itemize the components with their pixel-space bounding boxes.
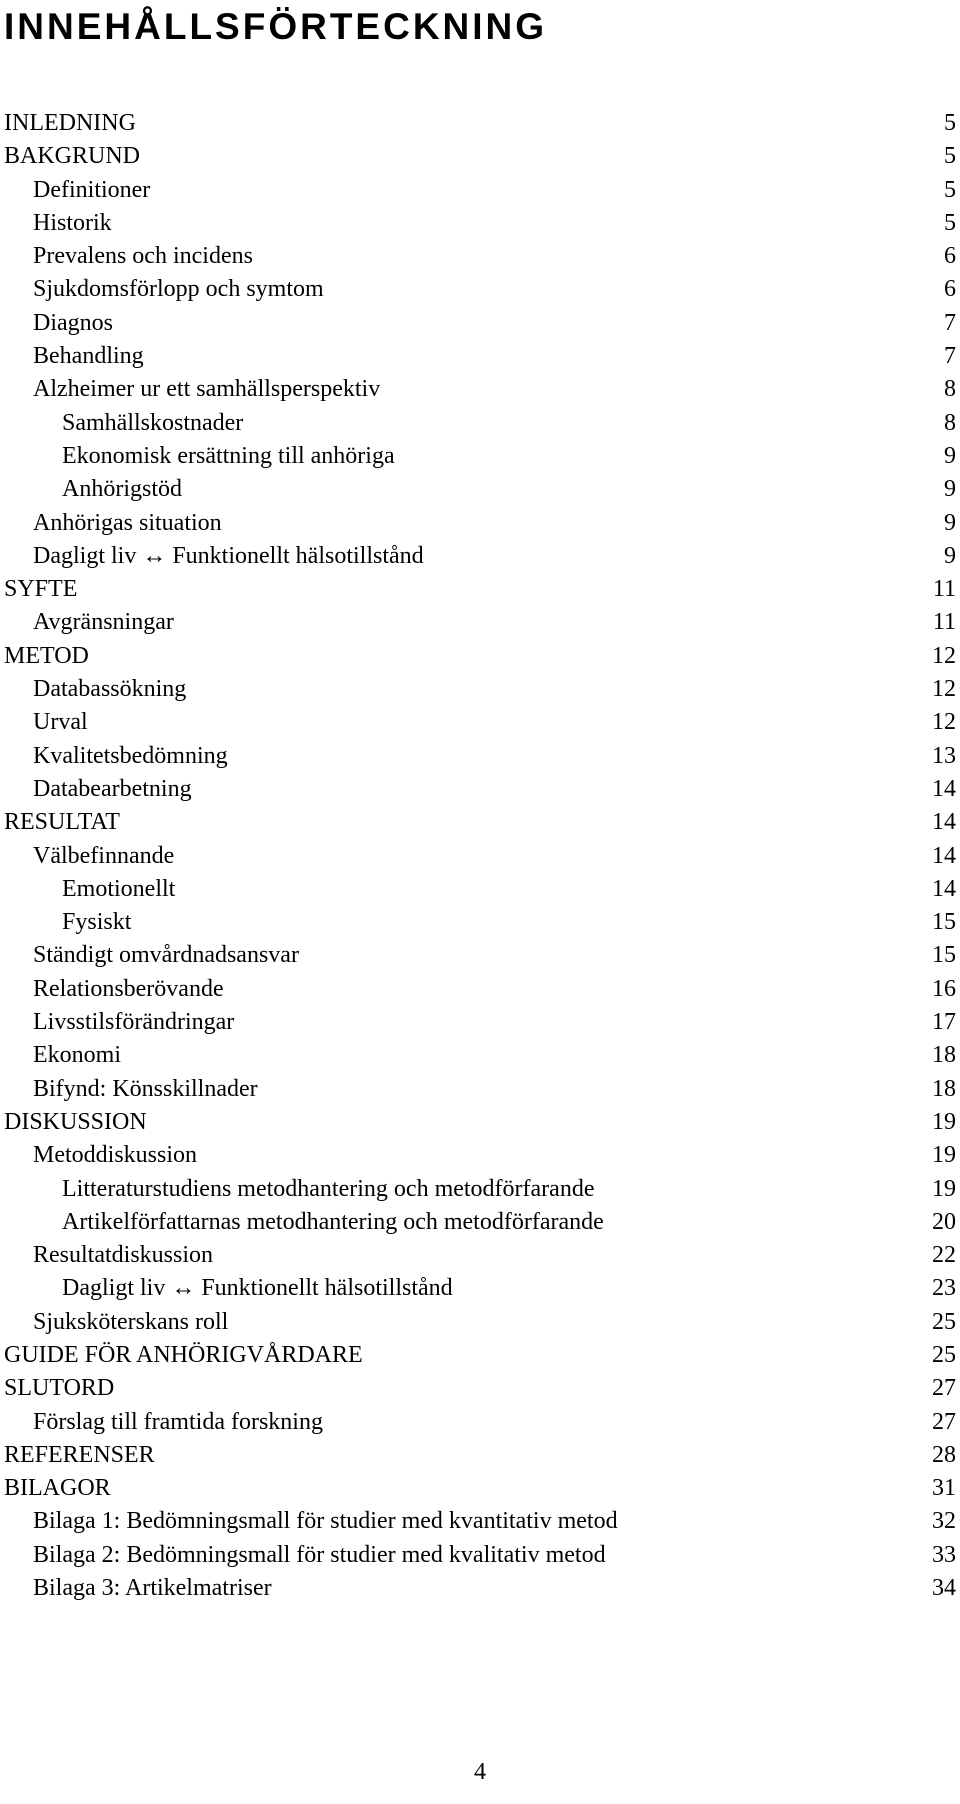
- toc-entry-page: 14: [932, 809, 956, 836]
- page-number: 4: [474, 1759, 486, 1785]
- toc-entry[interactable]: [0, 1339, 960, 1372]
- toc-entry-page: 18: [932, 1042, 956, 1069]
- toc-entry-title: RESULTAT: [4, 809, 120, 836]
- toc-entry-page: 9: [944, 542, 956, 569]
- toc-entry[interactable]: [0, 1173, 960, 1206]
- toc-entry-page: 25: [932, 1308, 956, 1335]
- toc-entry[interactable]: [0, 606, 960, 639]
- toc-entry-title: Sjukdomsförlopp och symtom: [33, 276, 324, 303]
- toc-entry-page: 14: [932, 875, 956, 902]
- toc-entry[interactable]: [0, 1439, 960, 1472]
- toc-entry-title: SYFTE: [4, 576, 78, 603]
- toc-entry-title: Avgränsningar: [33, 609, 174, 636]
- toc-entry-page: 33: [932, 1541, 956, 1568]
- toc-entry[interactable]: [0, 573, 960, 606]
- toc-entry-page: 34: [932, 1575, 956, 1602]
- toc-entry-title: Samhällskostnader: [62, 409, 244, 436]
- toc-entry-page: 28: [932, 1441, 956, 1468]
- toc-entry-title: Resultatdiskussion: [33, 1242, 214, 1269]
- toc-entry-title: Litteraturstudiens metodhantering och metodförfarande: [62, 1175, 595, 1202]
- toc-entry[interactable]: [0, 207, 960, 240]
- toc-entry-page: 31: [932, 1475, 956, 1502]
- toc-entry-page: 7: [944, 309, 956, 336]
- toc-entry-title: Bilaga 1: Bedömningsmall för studier med kvantitativ metod: [33, 1508, 618, 1535]
- toc-entry-title: Relationsberövande: [33, 975, 224, 1002]
- toc-entry-title: Livsstilsförändringar: [33, 1009, 235, 1036]
- toc-entry-title: Metoddiskussion: [33, 1142, 198, 1169]
- toc-entry-title: Alzheimer ur ett samhällsperspektiv: [33, 376, 381, 403]
- toc-entry-page: 32: [932, 1508, 956, 1535]
- toc-entry-title: Ständigt omvårdnadsansvar: [33, 942, 299, 969]
- toc-entry[interactable]: [0, 407, 960, 440]
- toc-entry-title: Ekonomi: [33, 1042, 121, 1069]
- toc-entry-page: 12: [932, 642, 956, 669]
- toc-entry-page: 20: [932, 1208, 956, 1235]
- toc-entry-title: Emotionellt: [62, 875, 176, 902]
- toc-entry-title: BAKGRUND: [4, 143, 141, 170]
- toc-entry[interactable]: [0, 1006, 960, 1039]
- toc-entry-page: 27: [932, 1408, 956, 1435]
- toc-entry[interactable]: [0, 140, 960, 173]
- toc-entry[interactable]: [0, 1239, 960, 1272]
- toc-entry[interactable]: [0, 1372, 960, 1405]
- toc-entry-page: 17: [932, 1009, 956, 1036]
- toc-entry-page: 25: [932, 1341, 956, 1368]
- toc-entry-title: Dagligt liv ↔ Funktionellt hälsotillstånd: [33, 542, 424, 569]
- toc-entry[interactable]: [0, 873, 960, 906]
- toc-entry-title: SLUTORD: [4, 1375, 115, 1402]
- toc-entry[interactable]: [0, 1306, 960, 1339]
- toc-entry-title: Urval: [33, 709, 88, 736]
- toc-entry[interactable]: [0, 1572, 960, 1605]
- toc-entry-title: Databassökning: [33, 676, 187, 703]
- toc-entry-page: 16: [932, 975, 956, 1002]
- toc-entry-page: 6: [944, 243, 956, 270]
- toc-entry-title: Fysiskt: [62, 909, 132, 936]
- toc-entry-page: 23: [932, 1275, 956, 1302]
- toc-entry[interactable]: [0, 340, 960, 373]
- toc-entry-title: METOD: [4, 642, 89, 669]
- toc-entry[interactable]: [0, 973, 960, 1006]
- toc-entry-page: 13: [932, 742, 956, 769]
- toc-entry[interactable]: [0, 440, 960, 473]
- toc-entry-page: 14: [932, 775, 956, 802]
- toc-entry-title: Bilaga 2: Bedömningsmall för studier med kvalitativ metod: [33, 1541, 606, 1568]
- toc-entry[interactable]: [0, 740, 960, 773]
- toc-entry[interactable]: [0, 939, 960, 972]
- toc-entry-page: 9: [944, 476, 956, 503]
- toc-entry-page: 9: [944, 442, 956, 469]
- toc-entry-page: 6: [944, 276, 956, 303]
- toc-entry[interactable]: [0, 1406, 960, 1439]
- toc-entry-page: 11: [932, 576, 956, 603]
- toc-entry-page: 7: [944, 343, 956, 370]
- toc-entry[interactable]: [0, 1206, 960, 1239]
- toc-entry-page: 27: [932, 1375, 956, 1402]
- toc-entry-title: Förslag till framtida forskning: [33, 1408, 323, 1435]
- toc-entry-page: 15: [932, 942, 956, 969]
- toc-entry-page: 8: [944, 409, 956, 436]
- toc-entry[interactable]: [0, 240, 960, 273]
- toc-entry-page: 5: [944, 209, 956, 236]
- toc-entry-title: Diagnos: [33, 309, 113, 336]
- toc-entry[interactable]: [0, 107, 960, 140]
- toc-entry[interactable]: [0, 1106, 960, 1139]
- toc-entry[interactable]: [0, 1472, 960, 1505]
- toc-entry-title: Anhörigas situation: [33, 509, 222, 536]
- toc-entry[interactable]: [0, 1505, 960, 1538]
- toc-entry[interactable]: [0, 1272, 960, 1305]
- toc-entry-title: GUIDE FÖR ANHÖRIGVÅRDARE: [4, 1341, 363, 1368]
- toc-entry[interactable]: [0, 1139, 960, 1172]
- toc-entry[interactable]: [0, 273, 960, 306]
- toc-entry-title: Behandling: [33, 343, 144, 370]
- toc-entry-title: Ekonomisk ersättning till anhöriga: [62, 442, 395, 469]
- toc-entry-page: 5: [944, 110, 956, 136]
- toc-entry-page: 19: [932, 1108, 956, 1135]
- toc-entry-title: Sjuksköterskans roll: [33, 1308, 229, 1335]
- toc-entry[interactable]: [0, 1539, 960, 1572]
- toc-entry[interactable]: [0, 540, 960, 573]
- toc-entry[interactable]: [0, 507, 960, 540]
- toc-entry-page: 12: [932, 709, 956, 736]
- toc-entry-title: Databearbetning: [33, 775, 192, 802]
- toc-entry-title: DISKUSSION: [4, 1108, 147, 1135]
- toc-entry-page: 19: [932, 1175, 956, 1202]
- toc-entry-page: 5: [944, 143, 956, 170]
- toc-entry[interactable]: [0, 906, 960, 939]
- toc-entry[interactable]: [0, 773, 960, 806]
- toc-entry[interactable]: [0, 673, 960, 706]
- page-title: INNEHÅLLSFÖRTECKNING: [4, 6, 548, 47]
- toc-entry-page: 12: [932, 676, 956, 703]
- toc-entry-page: 22: [932, 1242, 956, 1269]
- toc-entry-title: Historik: [33, 209, 112, 236]
- toc-entry-title: Prevalens och incidens: [33, 243, 253, 270]
- toc-entry[interactable]: [0, 806, 960, 839]
- toc-entry-title: Välbefinnande: [33, 842, 175, 869]
- toc-entry[interactable]: [0, 840, 960, 873]
- toc-entry-page: 14: [932, 842, 956, 869]
- toc-entry-title: Bifynd: Könsskillnader: [33, 1075, 258, 1102]
- toc-entry-page: 9: [944, 509, 956, 536]
- toc-entry[interactable]: [0, 1073, 960, 1106]
- toc-entry[interactable]: [0, 473, 960, 506]
- toc-entry[interactable]: [0, 640, 960, 673]
- toc-entry-title: Dagligt liv ↔ Funktionellt hälsotillstånd: [62, 1275, 453, 1302]
- toc-entry[interactable]: [0, 174, 960, 207]
- toc-entry[interactable]: [0, 307, 960, 340]
- toc-entry-page: 19: [932, 1142, 956, 1169]
- toc-entry-page: 5: [944, 176, 956, 203]
- toc-entry-title: Artikelförfattarnas metodhantering och metodförfarande: [62, 1208, 604, 1235]
- toc-entry[interactable]: [0, 1039, 960, 1072]
- toc-entry-title: REFERENSER: [4, 1441, 155, 1468]
- toc-entry-page: 8: [944, 376, 956, 403]
- toc-entry[interactable]: [0, 706, 960, 739]
- toc-entry-page: 18: [932, 1075, 956, 1102]
- toc-entry-title: Definitioner: [33, 176, 151, 203]
- toc-entry-page: 15: [932, 909, 956, 936]
- toc-entry-title: Bilaga 3: Artikelmatriser: [33, 1575, 272, 1602]
- toc-entry-page: 11: [932, 609, 956, 636]
- toc-entry-title: BILAGOR: [4, 1475, 111, 1502]
- toc-entry[interactable]: [0, 373, 960, 406]
- table-of-contents: [0, 107, 960, 1605]
- toc-entry-title: INLEDNING: [4, 110, 136, 136]
- toc-entry-title: Anhörigstöd: [62, 476, 182, 503]
- toc-entry-title: Kvalitetsbedömning: [33, 742, 228, 769]
